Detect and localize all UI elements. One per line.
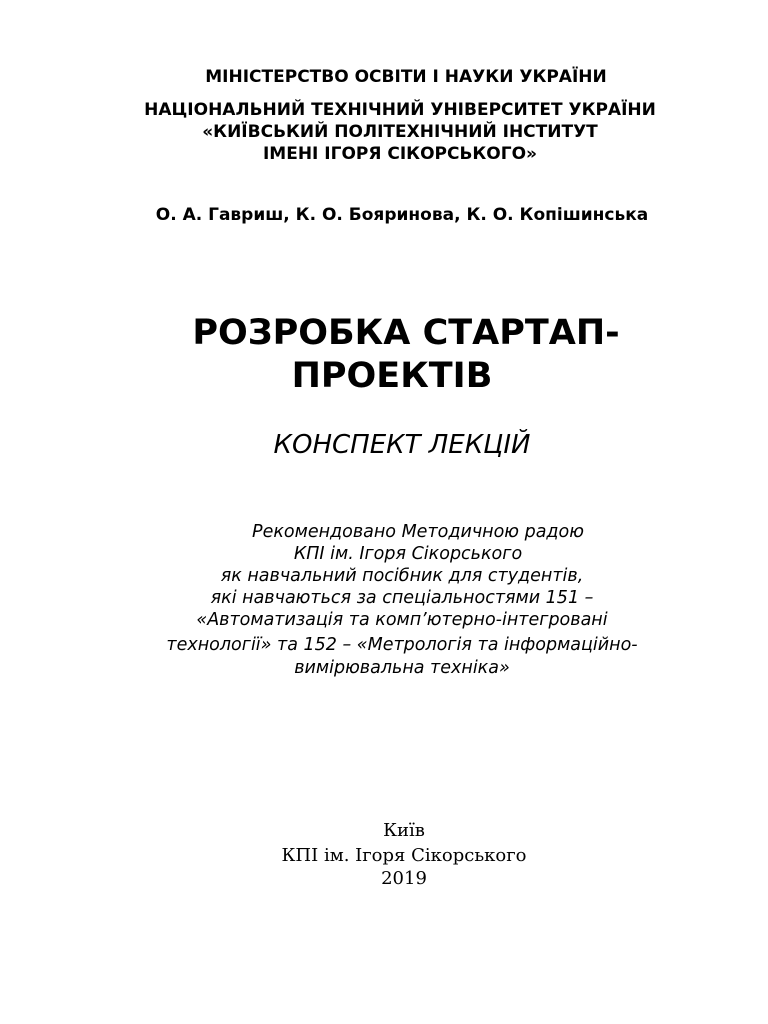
university-line: «КИЇВСЬКИЙ ПОЛІТЕХНІЧНИЙ ІНСТИТУТ	[202, 122, 598, 142]
ministry-heading: МІНІСТЕРСТВО ОСВІТИ І НАУКИ УКРАЇНИ	[205, 67, 607, 87]
book-title-line: РОЗРОБКА СТАРТАП-	[192, 313, 620, 353]
imprint-publisher: КПІ ім. Ігоря Сікорського	[281, 845, 527, 866]
recommendation-line: Рекомендовано Методичною радою	[252, 522, 584, 542]
recommendation-line: вимірювальна техніка»	[294, 658, 510, 678]
recommendation-line: КПІ ім. Ігоря Сікорського	[293, 544, 523, 564]
recommendation-line: як навчальний посібник для студентів,	[220, 566, 584, 586]
authors: О. А. Гавриш, К. О. Бояринова, К. О. Копішинська	[155, 205, 649, 225]
imprint-city: Київ	[383, 820, 425, 841]
imprint-year: 2019	[381, 868, 427, 889]
recommendation-line: технології» та 152 – «Метрологія та інформаційно-	[166, 635, 638, 655]
university-line: НАЦІОНАЛЬНИЙ ТЕХНІЧНИЙ УНІВЕРСИТЕТ УКРАЇНИ	[144, 100, 656, 120]
book-title-line: ПРОЕКТІВ	[291, 356, 493, 396]
university-line: ІМЕНІ ІГОРЯ СІКОРСЬКОГО»	[262, 144, 538, 164]
recommendation-line: «Автоматизація та комп’ютерно-інтегровані	[196, 610, 608, 630]
recommendation-line: які навчаються за спеціальностями 151 –	[210, 588, 594, 608]
book-subtitle: КОНСПЕКТ ЛЕКЦІЙ	[273, 430, 531, 460]
